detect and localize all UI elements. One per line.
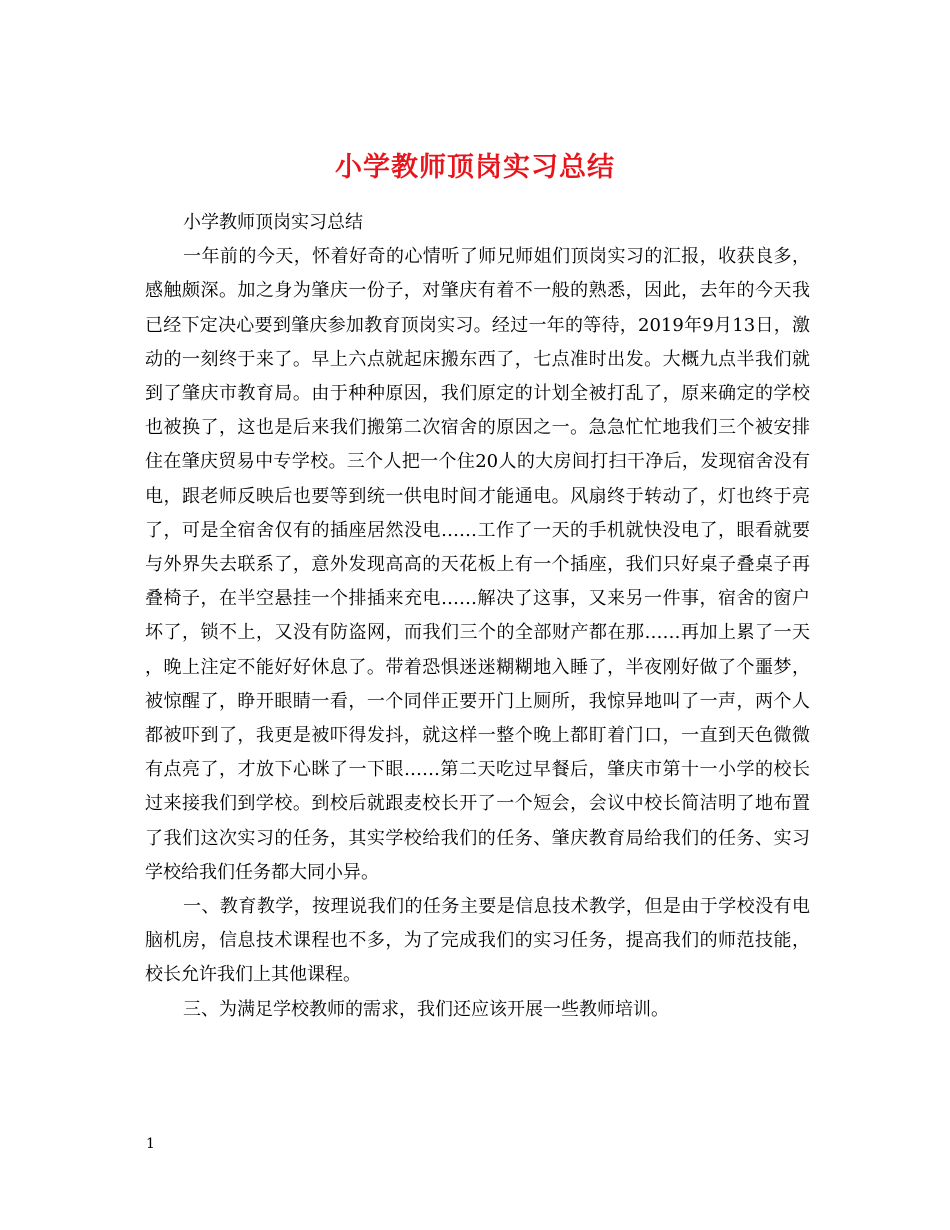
body-paragraph-training: 三、为满足学校教师的需求，我们还应该开展一些教师培训。 <box>183 998 669 1020</box>
document-body <box>145 206 810 1027</box>
body-paragraph-teaching: 一、教育教学，按理说我们的任务主要是信息技术教学，但是由于学校没有电脑机房，信息技术课程也不多，为了完成我们的实习任务，提高我们的师范技能，校长允许我们上其他课程。 <box>145 896 810 986</box>
page-number: 1 <box>146 1136 155 1152</box>
body-paragraph-heading: 小学教师顶岗实习总结 <box>183 212 363 233</box>
document-title: 小学教师顶岗实习总结 <box>335 152 615 184</box>
body-paragraph-narrative: 一年前的今天，怀着好奇的心情听了师兄师姐们顶岗实习的汇报，收获良多，感触颇深。加之身为肇庆一份子，对肇庆有着不一般的熟悉，因此，去年的今天我已经下定决心要到肇庆参加教育顶岗实习。经过一年的等待，2019年9月13日，激动的一刻终于来了。早上六点就起床搬东西了，七点准时出发。大概九点半我们就到了肇庆市教育局。由于种种原因，我们原定的计划全被打乱了，原来确定的学校也被换了，这也是后来我们搬第二次宿舍的原因之一。急急忙忙地我们三个被安排住在肇庆贸易中专学校。三个人把一个住20人的大房间打扫干净后，发现宿舍没有电，跟老师反映后也要等到统一供电时间才能通电。风扇终于转动了，灯也终于亮了，可是全宿舍仅有的插座居然没电……工作了一天的手机就快没电了，眼看就要与外界失去联系了，意外发现高高的天花板上有一个插座，我们只好桌子叠桌子再叠椅子，在半空悬挂一个排插来充电……解决了这事，又来另一件事，宿舍的窗户坏了，锁不上，又没有防盗网，而我们三个的全部财产都在那……再加上累了一天，晚上注定不能好好休息了。带着恐惧迷迷糊糊地入睡了，半夜刚好做了个噩梦，被惊醒了，睁开眼睛一看，一个同伴正要开门上厕所，我惊异地叫了一声，两个人都被吓到了，我更是被吓得发抖，就这样一整个晚上都盯着门口，一直到天色微微有点亮了，才放下心眯了一下眼……第二天吃过早餐后，肇庆市第十一小学的校长过来接我们到学校。到校后就跟麦校长开了一个短会，会议中校长简洁明了地布置了我们这次实习的任务，其实学校给我们的任务、肇庆教育局给我们的任务、实习学校给我们任务都大同小异。 <box>145 246 810 883</box>
